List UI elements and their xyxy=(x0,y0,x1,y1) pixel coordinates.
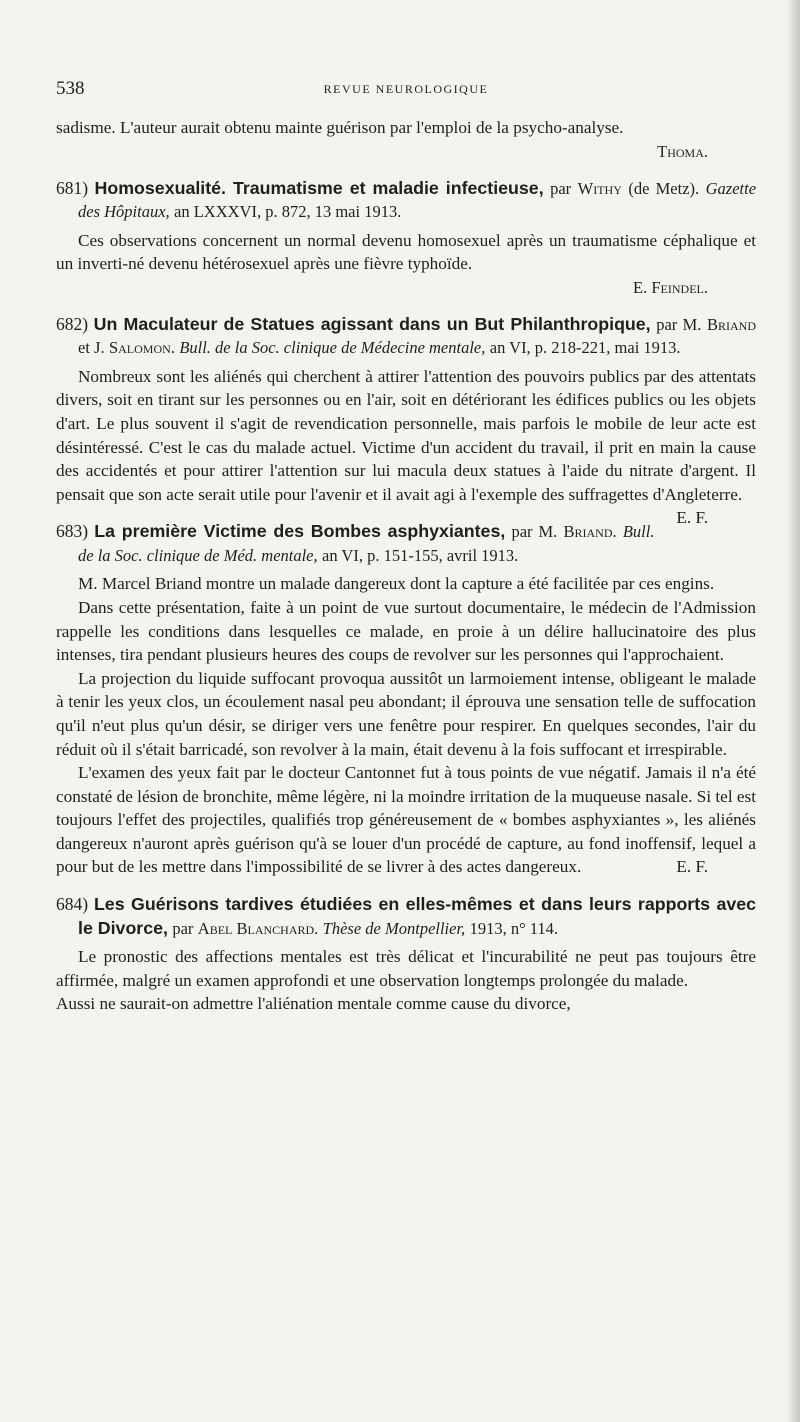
entry-author: Briand. xyxy=(563,522,617,542)
entry-author: Withy xyxy=(577,178,622,198)
entry-684-paragraph-1: Le pronostic des affections mentales est très délicat et l'incurabilité ne peut pas toujours être affirmée, malgré un examen approfondi et une observation longtemps prolongée du malade. xyxy=(56,947,756,990)
entry-683-signature: E. F. xyxy=(676,857,708,877)
entry-683-paragraph-4 xyxy=(56,761,756,879)
entry-681-heading xyxy=(56,177,756,224)
entry-by: par xyxy=(550,178,572,198)
entry-details: an VI, p. 218-221, mai 1913. xyxy=(489,338,681,358)
entry-682 xyxy=(56,313,756,528)
entry-by: par M. xyxy=(511,522,558,542)
entry-683-paragraph-3: La projection du liquide suffocant provoqua aussitôt un larmoiement intense, obligeant le malade à tenir les yeux clos, un écoulement nasal peu abondant; il éprouva une sensation telle de suffocation qu'il n'eut plus qu'un désir, se diriger vers une fenêtre pour respirer. En quelques secondes, l'air du réduit où il s'était barricadé, son revolver à la main, était devenu à la fois suffocant et irrespirable. xyxy=(56,668,756,759)
entry-author-2: Salomon. xyxy=(108,338,175,358)
entry-681 xyxy=(56,177,756,299)
entry-title: Un Maculateur de Statues agissant dans un But Philanthropique, xyxy=(93,313,651,334)
entry-684 xyxy=(56,893,756,1016)
entry-683-paragraph-1: M. Marcel Briand montre un malade dangereux dont la capture a été facilitée par ces engins. xyxy=(78,574,715,594)
entry-and: et J. xyxy=(78,338,105,358)
page-header xyxy=(56,78,756,102)
entry-683-paragraph-2: Dans cette présentation, faite à un point de vue surtout documentaire, le médecin de l'Admission rappelle les conditions dans lesquelles ce malade, en proie à un délire hallucinatoire des plus intenses, tira pendant plusieurs heures des coups de revolver sur les personnes qui l'approchaient. xyxy=(56,597,756,665)
entry-journal: Bull. de la Soc. clinique de Méd. mentale, xyxy=(78,522,655,565)
entry-682-heading xyxy=(56,313,756,360)
entry-title: Les Guérisons tardives étudiées en elles-mêmes et dans leurs rapports avec le Divorce, xyxy=(78,894,757,938)
entry-title: La première Victime des Bombes asphyxiantes, xyxy=(94,521,506,542)
entry-by: par xyxy=(172,918,194,938)
running-head: REVUE NEUROLOGIQUE xyxy=(323,82,489,96)
intro-block xyxy=(56,116,756,163)
entry-number: 682) xyxy=(56,313,89,334)
entry-682-body xyxy=(56,365,756,528)
entry-682-signature: E. F. xyxy=(676,508,708,528)
entry-author: Abel Blanchard. xyxy=(197,918,319,938)
entry-by: par M. xyxy=(656,314,702,334)
entry-journal: Gazette des Hôpitaux, xyxy=(78,178,757,222)
page-edge-shadow xyxy=(786,0,800,1422)
entry-journal: Bull. de la Soc. clinique de Médecine mentale, xyxy=(179,338,486,358)
entry-journal: Thèse de Montpellier, xyxy=(322,918,466,938)
page-number: 538 xyxy=(56,78,85,99)
entry-details: an LXXXVI, p. 872, 13 mai 1913. xyxy=(174,202,402,222)
entry-684-paragraph-2: Aussi ne saurait-on admettre l'aliénation mentale comme cause du divorce, xyxy=(56,994,571,1014)
entry-683-heading xyxy=(56,520,756,567)
journal-page xyxy=(56,78,756,1016)
intro-text: sadisme. L'auteur aurait obtenu mainte guérison par l'emploi de la psycho-analyse. xyxy=(56,118,624,137)
entry-number: 684) xyxy=(56,894,89,915)
entry-details: an VI, p. 151-155, avril 1913. xyxy=(322,545,519,565)
entry-number: 683) xyxy=(56,521,89,542)
entry-684-heading xyxy=(56,893,756,940)
entry-title: Homosexualité. Traumatisme et maladie infectieuse, xyxy=(94,177,544,198)
entry-682-body-text: Nombreux sont les aliénés qui cherchent à attirer l'attention des pouvoirs publics par des attentats divers, soit en tirant sur les personnes ou en l'air, soit en détériorant les édifices publics ou les objets d'art. Le plus souvent il s'agit de revendication personnelle, mais parfois le mobile de leur acte est désintéressé. C'est le cas du malade actuel. Victime d'un accident du travail, il prit en main la cause des accidentés et pour attirer l'attention sur lui macula deux statues à l'aide du nitrate d'argent. Il pensait que son acte serait utile pour l'avenir et il avait agi à l'exemple des suffragettes d'Angleterre. xyxy=(56,366,756,504)
entry-author: Briand xyxy=(706,314,756,334)
entry-683-paragraph-4-text: L'examen des yeux fait par le docteur Cantonnet fut à tous points de vue négatif. Jamais il n'a été constaté de lésion de bronchite, même légère, ni la moindre irritation de la muqueuse nasale. Si tel est toujours l'effet des projectiles, qualifiés trop généreusement de « bombes asphyxiantes », les aliénés dangereux n'auront après guérison qu'à se louer d'un procédé de capture, au fond inoffensif, lequel a pour but de les mettre dans l'impossibilité de se livrer à des actes dangereux. xyxy=(56,763,756,877)
entry-681-body: Ces observations concernent un normal devenu homosexuel après un traumatisme céphalique et un inverti-né devenu hétérosexuel après une fièvre typhoïde. xyxy=(56,230,756,274)
entry-683 xyxy=(56,520,756,879)
entry-number: 681) xyxy=(56,177,89,198)
intro-signature: Thoma. xyxy=(657,141,708,161)
entry-ref: (de Metz). xyxy=(628,178,700,198)
entry-681-signature: E. Feindel. xyxy=(633,277,708,297)
entry-details: 1913, n° 114. xyxy=(469,918,559,938)
